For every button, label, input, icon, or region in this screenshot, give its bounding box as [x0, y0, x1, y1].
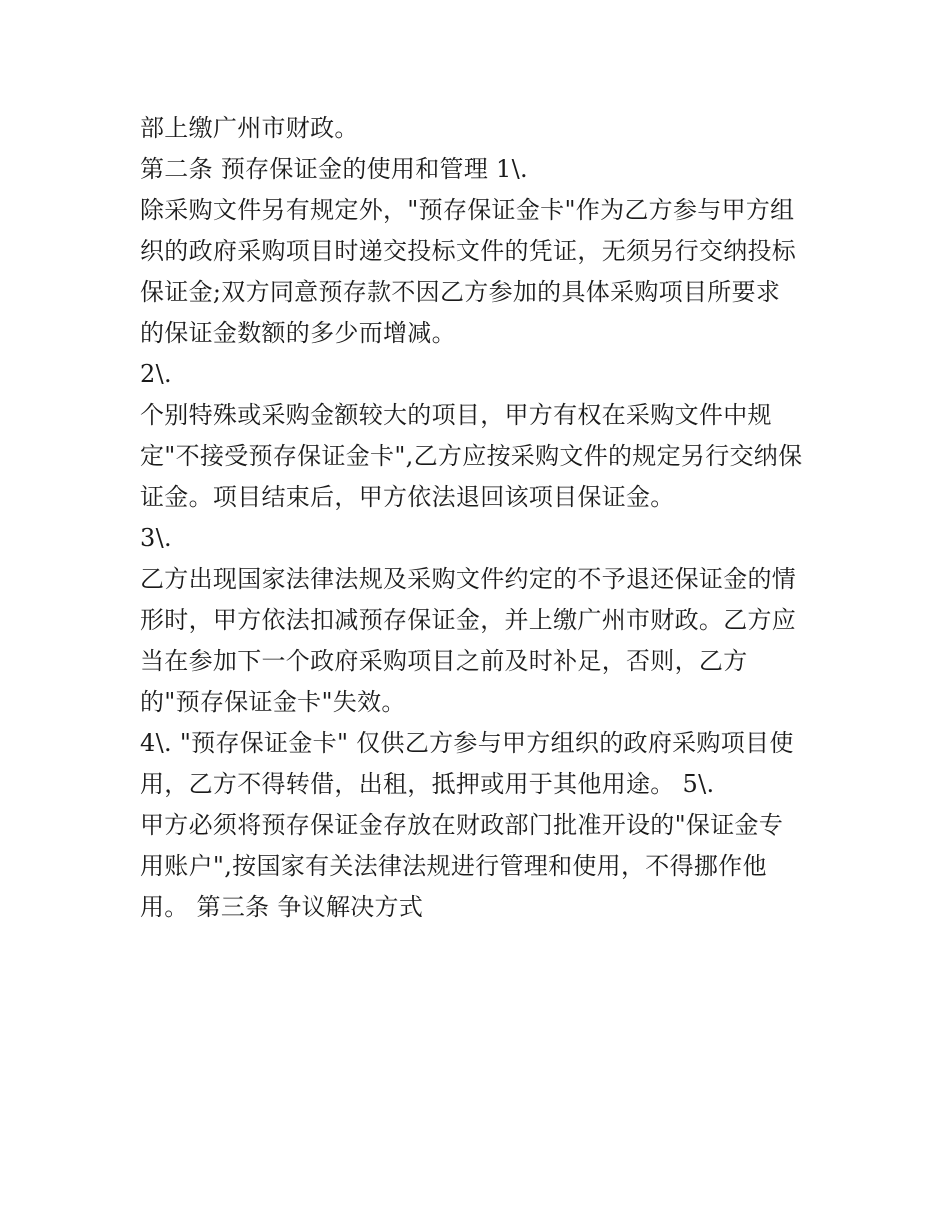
text-line: 部上缴广州市财政。 — [140, 114, 359, 142]
text-line: 4\. "预存保证金卡" 仅供乙方参与甲方组织的政府采购项目使 — [140, 729, 794, 757]
text-line: 定"不接受预存保证金卡",乙方应按采购文件的规定另行交纳保 — [140, 442, 803, 470]
item-number-2: 2\. — [140, 360, 172, 388]
text-line: 织的政府采购项目时递交投标文件的凭证，无须另行交纳投标 — [140, 237, 797, 265]
text-line: 用账户",按国家有关法律法规进行管理和使用，不得挪作他 — [140, 852, 767, 880]
text-line: 的"预存保证金卡"失效。 — [140, 688, 406, 716]
item-number-3: 3\. — [140, 524, 172, 552]
text-line: 的保证金数额的多少而增减。 — [140, 319, 456, 347]
text-line: 除采购文件另有规定外，"预存保证金卡"作为乙方参与甲方组 — [140, 196, 795, 224]
text-line: 证金。项目结束后，甲方依法退回该项目保证金。 — [140, 483, 675, 511]
document-body — [140, 108, 830, 928]
text-line: 用，乙方不得转借，出租，抵押或用于其他用途。 5\. — [140, 770, 715, 798]
text-line: 个别特殊或采购金额较大的项目，甲方有权在采购文件中规 — [140, 401, 772, 429]
text-line: 当在参加下一个政府采购项目之前及时补足，否则，乙方 — [140, 647, 748, 675]
section-heading-3: 用。 第三条 争议解决方式 — [140, 893, 424, 921]
text-line: 保证金;双方同意预存款不因乙方参加的具体采购项目所要求 — [140, 278, 781, 306]
text-line: 甲方必须将预存保证金存放在财政部门批准开设的"保证金专 — [140, 811, 784, 839]
section-heading-2: 第二条 预存保证金的使用和管理 1\. — [140, 155, 528, 183]
text-line: 形时，甲方依法扣减预存保证金，并上缴广州市财政。乙方应 — [140, 606, 797, 634]
text-line: 乙方出现国家法律法规及采购文件约定的不予退还保证金的情 — [140, 565, 797, 593]
